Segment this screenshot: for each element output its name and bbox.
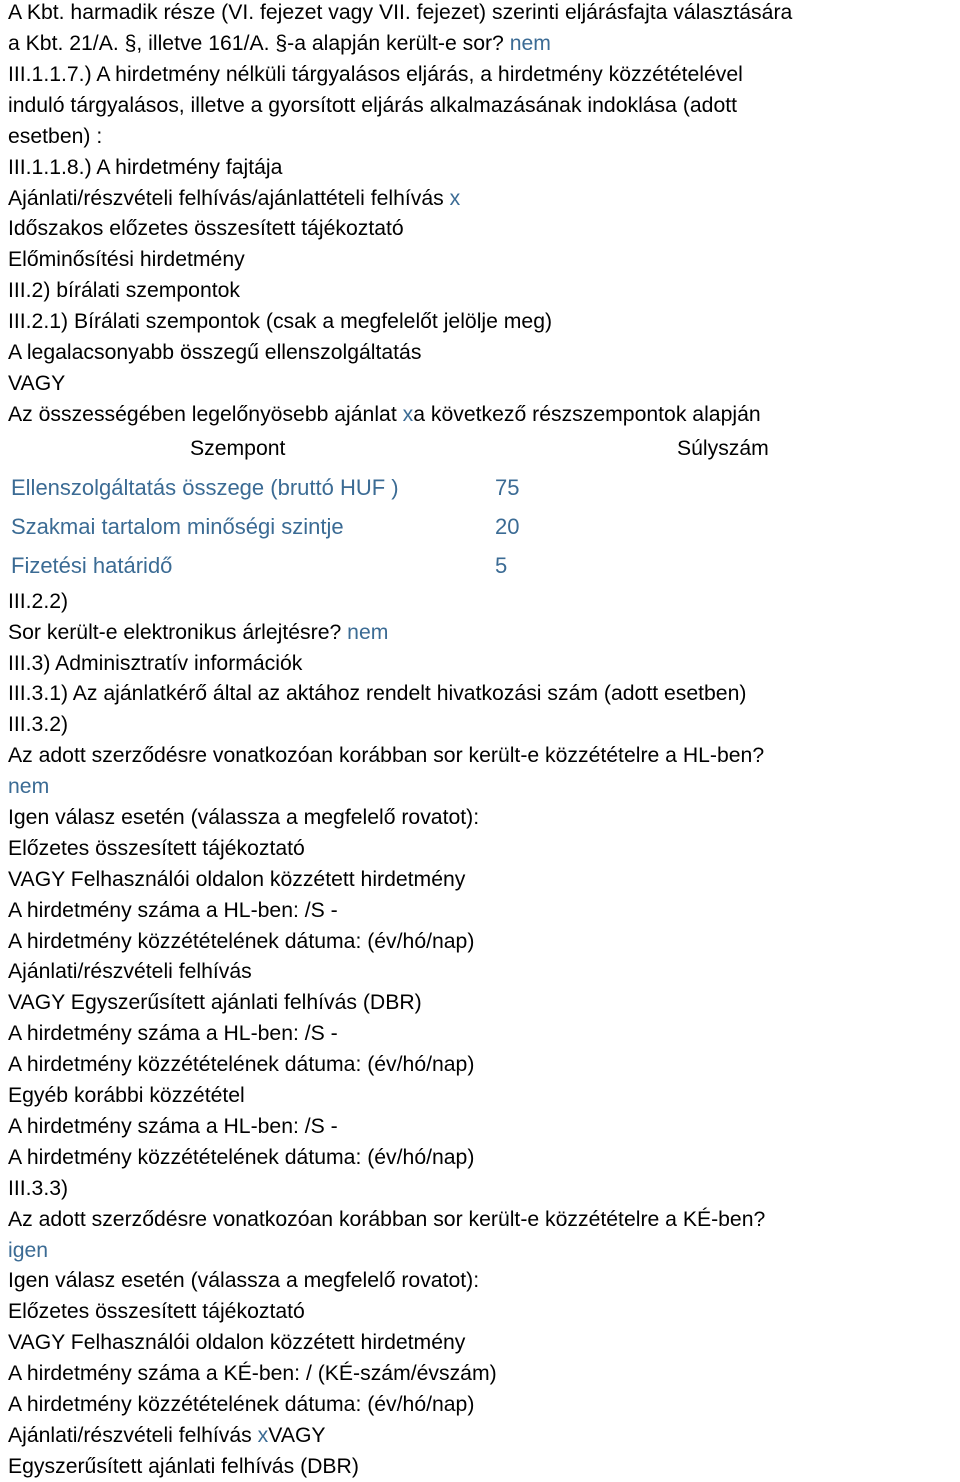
criteria-weight: 20 (495, 514, 520, 539)
text-line: a Kbt. 21/A. §, illetve 161/A. §-a alapján került-e sor? nem (8, 32, 551, 55)
text-line: Előminősítési hirdetmény (8, 248, 245, 271)
text-line: A hirdetmény közzétételének dátuma: (év/hó/nap) (8, 1393, 475, 1416)
text-line: III.1.1.7.) A hirdetmény nélküli tárgyalásos eljárás, a hirdetmény közzétételével (8, 63, 743, 86)
text-line: VAGY Felhasználói oldalon közzétett hirdetmény (8, 868, 466, 891)
text-line: A hirdetmény közzétételének dátuma: (év/hó/nap) (8, 930, 475, 953)
text-line: A hirdetmény száma a KÉ-ben: / (KÉ-szám/évszám) (8, 1362, 497, 1385)
text-line: Igen válasz esetén (válassza a megfelelő rovatot): (8, 806, 480, 829)
text-line: VAGY Egyszerűsített ajánlati felhívás (DBR) (8, 991, 422, 1014)
section-heading: III.3.3) (8, 1177, 69, 1200)
text-line: Az adott szerződésre vonatkozóan korábban sor került-e közzétételre a HL-ben? (8, 744, 765, 767)
text-line: Ajánlati/részvételi felhívás/ajánlattételi felhívás x (8, 187, 461, 210)
text-line: Időszakos előzetes összesített tájékoztató (8, 217, 404, 240)
section-heading: III.3) Adminisztratív információk (8, 652, 303, 675)
text-line: III.3.1) Az ajánlatkérő által az aktához rendelt hivatkozási szám (adott esetben) (8, 682, 747, 705)
text-line: A hirdetmény száma a HL-ben: /S - (8, 1115, 338, 1138)
section-heading: III.2) bírálati szempontok (8, 279, 240, 302)
check-mark: x (257, 1424, 269, 1447)
answer-value: nem (509, 32, 551, 55)
section-heading: III.2.2) (8, 590, 69, 613)
text-line: Ajánlati/részvételi felhívás (8, 960, 252, 983)
text-line: A hirdetmény száma a HL-ben: /S - (8, 1022, 338, 1045)
text-line: A hirdetmény közzétételének dátuma: (év/hó/nap) (8, 1146, 475, 1169)
text-line: Igen válasz esetén (válassza a megfelelő rovatot): (8, 1269, 480, 1292)
criteria-name: Ellenszolgáltatás összege (bruttó HUF ) (11, 475, 399, 500)
text-line: Sor került-e elektronikus árlejtésre? nem (8, 621, 389, 644)
answer-value: nem (8, 775, 50, 798)
criteria-weight: 75 (495, 475, 520, 500)
text-line: Ajánlati/részvételi felhívás xVAGY (8, 1424, 326, 1447)
criteria-name: Fizetési határidő (11, 553, 173, 578)
check-mark: x (402, 403, 414, 426)
text-line: Az összességében legelőnyösebb ajánlat xa következő részszempontok alapján (8, 403, 761, 426)
section-heading: III.3.2) (8, 713, 69, 736)
text-line: esetben) : (8, 125, 103, 148)
text-line: VAGY (8, 372, 66, 395)
text-line: VAGY Felhasználói oldalon közzétett hirdetmény (8, 1331, 466, 1354)
answer-value: igen (8, 1239, 49, 1262)
text-line: induló tárgyalásos, illetve a gyorsított eljárás alkalmazásának indoklása (adott (8, 94, 738, 117)
text-line: Egyéb korábbi közzététel (8, 1084, 245, 1107)
text-line: A legalacsonyabb összegű ellenszolgáltatás (8, 341, 422, 364)
criteria-name: Szakmai tartalom minőségi szintje (11, 514, 344, 539)
text-line: Egyszerűsített ajánlati felhívás (DBR) (8, 1455, 359, 1478)
criteria-header-szempont: Szempont (190, 437, 286, 460)
text-line: Előzetes összesített tájékoztató (8, 837, 305, 860)
text-line: Előzetes összesített tájékoztató (8, 1300, 305, 1323)
section-heading: III.1.1.8.) A hirdetmény fajtája (8, 156, 283, 179)
text-line: A hirdetmény száma a HL-ben: /S - (8, 899, 338, 922)
criteria-header-sulyszam: Súlyszám (677, 437, 769, 460)
text-line: Az adott szerződésre vonatkozóan korábban sor került-e közzétételre a KÉ-ben? (8, 1208, 766, 1231)
section-heading: III.2.1) Bírálati szempontok (csak a megfelelőt jelölje meg) (8, 310, 553, 333)
criteria-weight: 5 (495, 553, 508, 578)
text-line: A Kbt. harmadik része (VI. fejezet vagy VII. fejezet) szerinti eljárásfajta választására (8, 1, 793, 24)
text-line: A hirdetmény közzétételének dátuma: (év/hó/nap) (8, 1053, 475, 1076)
check-mark: x (449, 187, 461, 210)
answer-value: nem (347, 621, 389, 644)
